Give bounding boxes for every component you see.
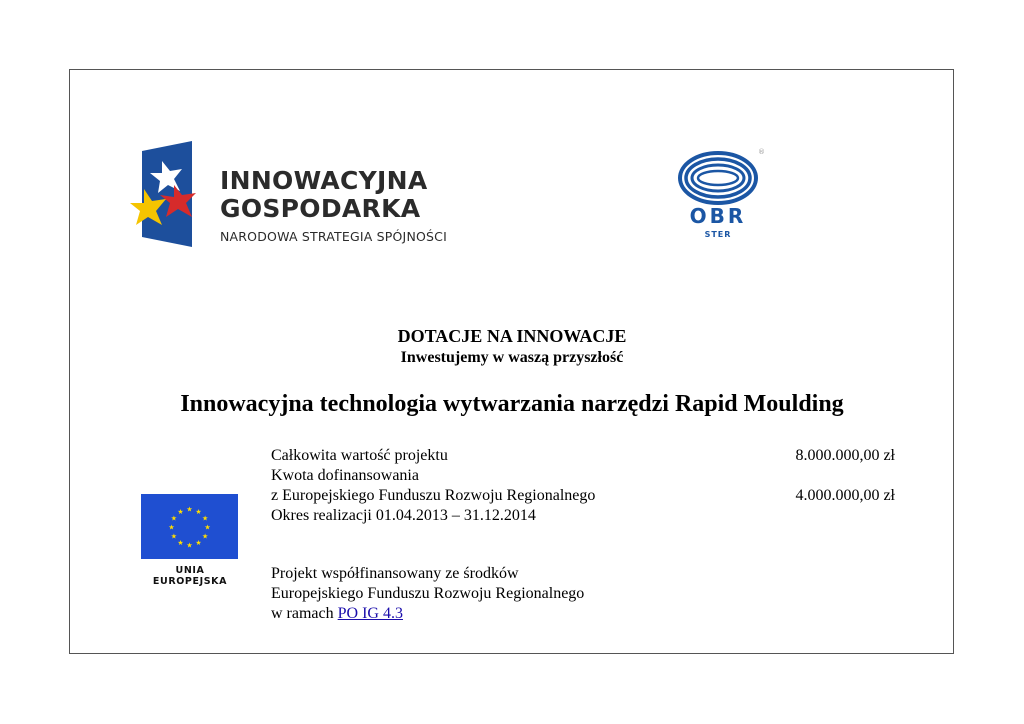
cofund-row [271, 486, 895, 506]
svg-text:★: ★ [168, 523, 175, 532]
obr-rings-icon [676, 150, 760, 206]
total-value: 8.000.000,00 zł [795, 447, 895, 464]
innowacyjna-gospodarka-logo [130, 141, 470, 247]
cofund-value: 4.000.000,00 zł [795, 487, 895, 504]
ig-subtitle: NARODOWA STRATEGIA SPÓJNOŚCI [220, 229, 447, 244]
header-line1: DOTACJE NA INNOWACJE [397, 326, 627, 346]
cofund-label1: Kwota dofinansowania [271, 467, 419, 484]
svg-text:★: ★ [201, 514, 209, 523]
cofin-prefix: w ramach [271, 605, 338, 622]
obr-name: OBR [689, 204, 747, 228]
period-row [271, 506, 895, 526]
ig-title-line2: GOSPODARKA [220, 194, 421, 223]
svg-text:★: ★ [195, 539, 202, 548]
header-line2: Inwestujemy w waszą przyszłość [400, 349, 624, 366]
svg-text:★: ★ [204, 523, 211, 532]
svg-text:★: ★ [177, 539, 184, 548]
cofund-label-row [271, 466, 895, 486]
cofin-line1: Projekt współfinansowany ze środków [271, 565, 519, 582]
svg-text:★: ★ [186, 505, 193, 514]
total-row [271, 446, 895, 466]
svg-text:★: ★ [195, 507, 202, 516]
ig-emblem-icon [130, 141, 200, 247]
registered-mark: ® [758, 148, 765, 156]
cofinancing-note [271, 564, 584, 624]
svg-text:★: ★ [186, 541, 193, 550]
svg-text:★: ★ [170, 514, 178, 523]
svg-text:★: ★ [201, 532, 209, 541]
project-info [271, 446, 895, 526]
eu-logo [141, 494, 239, 587]
svg-text:★: ★ [177, 507, 184, 516]
eu-flag-icon [141, 494, 238, 559]
obr-ster-logo [676, 148, 766, 244]
obr-sub: STER [704, 230, 732, 239]
cofund-label2: z Europejskiego Funduszu Rozwoju Regionalnego [271, 487, 596, 504]
svg-text:★: ★ [170, 532, 178, 541]
eu-label: UNIA EUROPEJSKA [152, 565, 228, 587]
ig-title-line1: INNOWACYJNA [220, 166, 428, 195]
cofin-line2: Europejskiego Funduszu Rozwoju Regionalnego [271, 585, 585, 602]
period: Okres realizacji 01.04.2013 – 31.12.2014 [271, 507, 536, 524]
po-ig-link[interactable]: PO IG 4.3 [337, 605, 403, 622]
total-label: Całkowita wartość projektu [271, 447, 448, 464]
project-title: Innowacyjna technologia wytwarzania narzędzi Rapid Moulding [180, 391, 844, 417]
cofin-line3 [271, 604, 584, 624]
